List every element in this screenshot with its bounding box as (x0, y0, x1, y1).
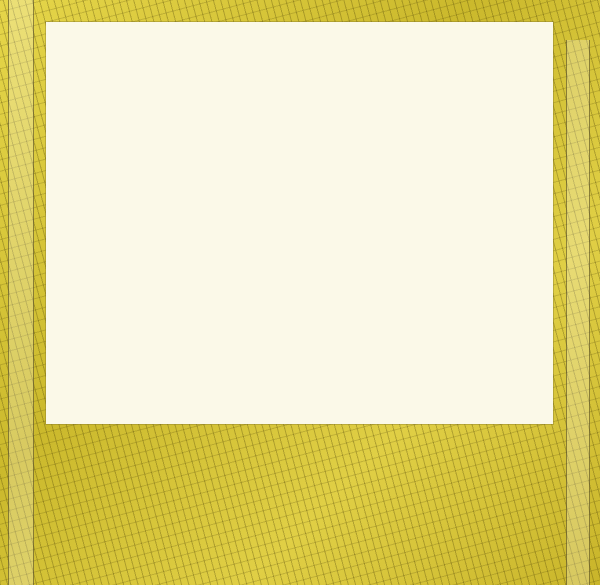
background-pillar (566, 40, 590, 585)
track-row (46, 36, 553, 56)
track-row (46, 214, 553, 234)
track-row (46, 88, 553, 108)
track-row (46, 178, 553, 198)
track-row (46, 70, 553, 90)
track-row-continued (46, 106, 553, 126)
background-pillar (8, 0, 34, 585)
track-row (46, 160, 553, 180)
tracklist-panel (46, 22, 553, 424)
track-row (46, 232, 553, 252)
track-row (46, 196, 553, 216)
track-row-duration (46, 124, 553, 144)
track-row (46, 142, 553, 162)
